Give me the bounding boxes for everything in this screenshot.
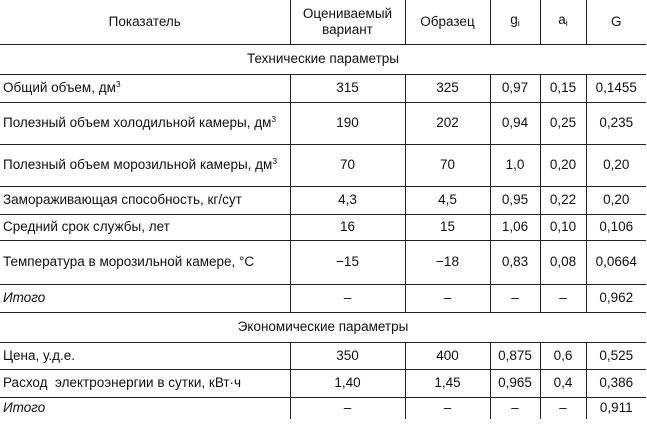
cell-evaluated: −15 — [290, 240, 405, 284]
header-g — [490, 0, 540, 44]
cell-G: 0,235 — [586, 102, 646, 144]
cell-sample: 325 — [405, 74, 490, 102]
cell-evaluated: – — [290, 397, 405, 419]
header-indicator: Показатель — [0, 0, 290, 44]
cell-G: 0,20 — [586, 144, 646, 186]
section-title-economic: Экономические параметры — [0, 312, 646, 342]
header-a-sub: i — [565, 18, 568, 29]
section-row — [0, 312, 646, 342]
cell-g: 0,83 — [490, 240, 540, 284]
cell-evaluated: 70 — [290, 144, 405, 186]
table-row — [0, 74, 646, 102]
cell-g: 1,06 — [490, 214, 540, 240]
cell-sample: 400 — [405, 342, 490, 369]
header-g-sub: i — [517, 18, 520, 29]
cell-sample: −18 — [405, 240, 490, 284]
cell-a: 0,20 — [540, 144, 586, 186]
cell-g: 0,875 — [490, 342, 540, 369]
header-a — [540, 0, 586, 44]
cell-a: 0,10 — [540, 214, 586, 240]
cell-G: 0,106 — [586, 214, 646, 240]
row-label-text: Полезный объем морозильной камеры, дм — [3, 157, 273, 172]
row-label-sup: 3 — [115, 79, 121, 89]
total-label: Итого — [0, 397, 290, 419]
header-evaluated: Оцениваемый вариант — [290, 0, 405, 44]
row-label-text: Расход электроэнергии в сутки, кВт·ч — [3, 375, 242, 390]
total-row — [0, 284, 646, 312]
row-label — [0, 102, 290, 144]
cell-evaluated: 190 — [290, 102, 405, 144]
cell-g: 0,94 — [490, 102, 540, 144]
cell-sample: 4,5 — [405, 186, 490, 214]
cell-G: 0,386 — [586, 369, 646, 397]
cell-a: 0,08 — [540, 240, 586, 284]
cell-evaluated: 16 — [290, 214, 405, 240]
table-row — [0, 144, 646, 186]
cell-evaluated: 1,40 — [290, 369, 405, 397]
cell-sample: 70 — [405, 144, 490, 186]
table-row — [0, 102, 646, 144]
row-label — [0, 342, 290, 369]
header-G: G — [586, 0, 646, 44]
cell-evaluated: 350 — [290, 342, 405, 369]
row-label — [0, 214, 290, 240]
row-label — [0, 369, 290, 397]
cell-a: 0,4 — [540, 369, 586, 397]
cell-G: 0,525 — [586, 342, 646, 369]
cell-G: 0,20 — [586, 186, 646, 214]
cell-evaluated: 4,3 — [290, 186, 405, 214]
table-row — [0, 369, 646, 397]
cell-a: – — [540, 397, 586, 419]
row-label — [0, 240, 290, 284]
row-label-text: Цена, у.д.е. — [3, 347, 75, 363]
cell-g: 0,97 — [490, 74, 540, 102]
row-label — [0, 74, 290, 102]
header-a-base: a — [558, 12, 566, 28]
cell-G: 0,1455 — [586, 74, 646, 102]
cell-sample: 1,45 — [405, 369, 490, 397]
row-label — [0, 144, 290, 186]
cell-g: – — [490, 284, 540, 312]
total-label: Итого — [0, 284, 290, 312]
header-row — [0, 0, 646, 44]
cell-G: 0,0664 — [586, 240, 646, 284]
cell-evaluated: 315 — [290, 74, 405, 102]
table-row — [0, 214, 646, 240]
cell-evaluated: – — [290, 284, 405, 312]
cell-g: – — [490, 397, 540, 419]
row-label — [0, 186, 290, 214]
row-label-text: Температура в морозильной камере, °С — [3, 254, 255, 269]
section-title-technical: Технические параметры — [0, 44, 646, 74]
row-label-text: Замораживающая способность, кг/сут — [3, 192, 242, 207]
table-row — [0, 240, 646, 284]
cell-g: 1,0 — [490, 144, 540, 186]
cell-a: 0,25 — [540, 102, 586, 144]
cell-g: 0,965 — [490, 369, 540, 397]
row-label-sup: 3 — [272, 156, 278, 166]
cell-sample: 202 — [405, 102, 490, 144]
section-row — [0, 44, 646, 74]
cell-sample: – — [405, 284, 490, 312]
cell-a: 0,6 — [540, 342, 586, 369]
row-label-text: Полезный объем холодильной камеры, дм — [3, 115, 272, 130]
row-label-sup: 3 — [271, 114, 277, 124]
cell-sample: 15 — [405, 214, 490, 240]
header-g-base: g — [510, 12, 518, 28]
cell-a: 0,22 — [540, 186, 586, 214]
cell-g: 0,95 — [490, 186, 540, 214]
cell-a: 0,15 — [540, 74, 586, 102]
cell-G: 0,911 — [586, 397, 646, 419]
table-row — [0, 342, 646, 369]
row-label-text: Общий объем, дм — [3, 80, 116, 95]
cell-sample: – — [405, 397, 490, 419]
table-row — [0, 186, 646, 214]
cell-a: – — [540, 284, 586, 312]
total-row — [0, 397, 646, 419]
row-label-text: Средний срок службы, лет — [3, 219, 170, 234]
header-sample: Образец — [405, 0, 490, 44]
cell-G: 0,962 — [586, 284, 646, 312]
